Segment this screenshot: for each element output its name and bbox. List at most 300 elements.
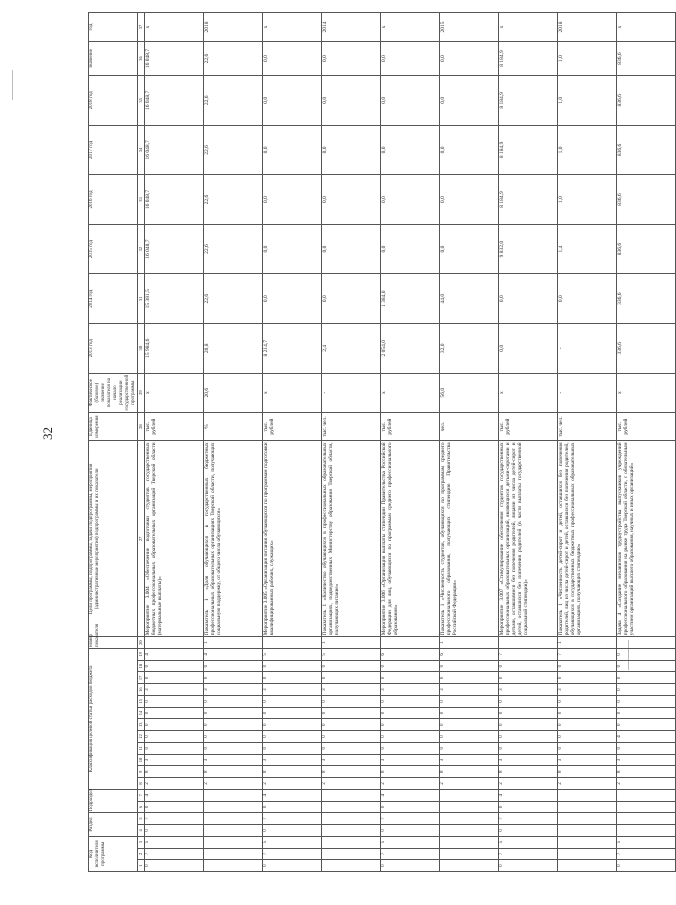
- code-digit: 0: [381, 742, 440, 754]
- row-base-value: х: [617, 373, 676, 412]
- code-digit: 0: [322, 731, 381, 743]
- code-digit: [204, 860, 263, 872]
- row-target-year: х: [617, 13, 676, 42]
- code-digit: 1: [440, 637, 499, 649]
- code-digit: 0: [381, 825, 440, 837]
- column-number: 33: [138, 175, 145, 225]
- row-name: Показатель 1 «Количество обучающихся в профессиональных образовательных организациях, подведомственных Министерству образования Тверской области, получающих питание»: [322, 441, 381, 637]
- row-year-value: 1,4: [558, 224, 617, 274]
- row-year-value: 22,6: [204, 274, 263, 324]
- code-digit: 0: [381, 660, 440, 672]
- code-digit: 5: [499, 836, 558, 848]
- code-digit: 0: [440, 719, 499, 731]
- column-number: 6: [138, 801, 145, 813]
- code-digit: [558, 813, 617, 825]
- row-year-value: 0,0: [440, 224, 499, 274]
- code-digit: 0: [499, 707, 558, 719]
- code-digit: [617, 825, 676, 837]
- row-year-value: 1 384,0: [381, 274, 440, 324]
- code-digit: [322, 848, 381, 860]
- row-target-year: х: [499, 13, 558, 42]
- code-digit: [617, 637, 676, 649]
- code-digit: 1: [204, 637, 263, 649]
- code-digit: 3: [204, 684, 263, 696]
- code-digit: 5: [263, 648, 322, 660]
- code-digit: 0: [558, 742, 617, 754]
- code-digit: 0: [617, 672, 676, 684]
- row-year-value: 8 184,9: [499, 175, 558, 225]
- code-digit: 0: [381, 672, 440, 684]
- code-digit: 0: [617, 719, 676, 731]
- row-target-year: 2018: [204, 13, 263, 42]
- code-digit: 0: [145, 719, 204, 731]
- code-digit: 7: [145, 848, 204, 860]
- header-target-year: год: [89, 13, 138, 42]
- code-digit: 0: [558, 731, 617, 743]
- code-digit: 0: [499, 801, 558, 813]
- code-digit: 4: [145, 789, 204, 801]
- code-digit: 4: [617, 731, 676, 743]
- row-unit: чел.: [440, 412, 499, 441]
- code-digit: [440, 825, 499, 837]
- page-number: 32: [40, 427, 55, 440]
- code-digit: 0: [263, 860, 322, 872]
- row-unit: тыс. рублей: [263, 412, 322, 441]
- code-digit: 0: [263, 801, 322, 813]
- code-digit: 5: [381, 836, 440, 848]
- row-year-value: 16 048,7: [145, 125, 204, 175]
- code-digit: [322, 825, 381, 837]
- code-digit: [617, 789, 676, 801]
- row-unit: тыс. рублей: [145, 412, 204, 441]
- column-number: 5: [138, 813, 145, 825]
- code-digit: 7: [381, 813, 440, 825]
- code-digit: 0: [499, 825, 558, 837]
- row-base-value: х: [263, 373, 322, 412]
- code-digit: 3: [440, 754, 499, 766]
- program-table: [88, 12, 676, 872]
- code-digit: 0: [381, 707, 440, 719]
- code-digit: 7: [499, 848, 558, 860]
- code-digit: 0: [440, 660, 499, 672]
- code-digit: [322, 801, 381, 813]
- code-digit: [381, 637, 440, 649]
- code-digit: [558, 860, 617, 872]
- code-digit: 0: [617, 648, 676, 660]
- code-digit: 0: [617, 684, 676, 696]
- code-digit: 0: [263, 742, 322, 754]
- code-digit: 7: [381, 848, 440, 860]
- code-digit: 2: [558, 778, 617, 790]
- row-name: Задача 4 «Создание механизмов трудоустройства выпускников учреждений профессионального образования на рынке труда Тверской области, с обязательным участием организаций высшего образования, научных и иных организаций»: [617, 441, 676, 637]
- code-digit: 6: [440, 648, 499, 660]
- row-target-value: 22,6: [204, 42, 263, 76]
- row-year-value: 0,0: [499, 323, 558, 373]
- code-digit: 0: [499, 660, 558, 672]
- code-digit: 0: [617, 660, 676, 672]
- code-digit: 3: [263, 684, 322, 696]
- column-number: 28: [138, 412, 145, 441]
- code-digit: 2: [440, 778, 499, 790]
- code-digit: 0: [263, 825, 322, 837]
- code-digit: [558, 848, 617, 860]
- code-digit: 0: [617, 695, 676, 707]
- row-year-value: 0,0: [558, 274, 617, 324]
- code-digit: 8: [381, 766, 440, 778]
- code-digit: 3: [322, 754, 381, 766]
- row-year-value: 22,6: [204, 76, 263, 126]
- table-row: [617, 13, 676, 872]
- code-digit: 7: [145, 813, 204, 825]
- code-digit: 3: [617, 754, 676, 766]
- row-year-value: 44,0: [440, 274, 499, 324]
- row-name: Мероприятие 3.007 «Стимулирование обеспечения студентов государственных профессиональных образовательных организаций, являющихся детьми-сиротами и детьми, оставшимися без попечения родителей, лицами из числа детей-сирот и детей, оставшихся без попечения родителей (в части выплаты государственной социальной стипендии)»: [499, 441, 558, 637]
- row-year-value: 836,6: [617, 224, 676, 274]
- code-digit: 0: [145, 695, 204, 707]
- header-section: Раздел: [89, 813, 138, 836]
- code-digit: 3: [381, 754, 440, 766]
- row-target-value: 0,0: [381, 42, 440, 76]
- code-digit: [440, 860, 499, 872]
- code-digit: [440, 801, 499, 813]
- code-digit: 0: [322, 660, 381, 672]
- row-year-value: -: [558, 323, 617, 373]
- column-number: 16: [138, 684, 145, 696]
- row-year-value: 0,0: [322, 125, 381, 175]
- code-digit: 0: [558, 707, 617, 719]
- row-year-value: 15 381,5: [145, 274, 204, 324]
- code-digit: 0: [499, 731, 558, 743]
- row-base-value: х: [145, 373, 204, 412]
- table-row: [499, 13, 558, 872]
- code-digit: 8: [322, 766, 381, 778]
- row-target-year: 2015: [440, 13, 499, 42]
- row-year-value: 336,6: [617, 323, 676, 373]
- code-digit: [322, 836, 381, 848]
- column-number: 11: [138, 742, 145, 754]
- column-number: 10: [138, 754, 145, 766]
- code-digit: 0: [381, 801, 440, 813]
- code-digit: 0: [263, 672, 322, 684]
- column-number: 9: [138, 766, 145, 778]
- code-digit: 0: [499, 860, 558, 872]
- column-number: 4: [138, 825, 145, 837]
- row-year-value: 0,0: [381, 224, 440, 274]
- header-target-article: Классификация целевой статьи расходов бюджета: [89, 648, 138, 789]
- code-digit: 0: [381, 731, 440, 743]
- code-digit: 0: [499, 719, 558, 731]
- row-year-value: 0,0: [381, 125, 440, 175]
- code-digit: [204, 801, 263, 813]
- row-year-value: 22,6: [204, 175, 263, 225]
- row-base-value: 20,6: [204, 373, 263, 412]
- column-number: 31: [138, 274, 145, 324]
- row-name: Показатель 1 «Численность студентов, обучающихся по программам среднего профессионального образования, получающих стипендию Правительства Российской Федерации»: [440, 441, 499, 637]
- code-digit: 0: [440, 731, 499, 743]
- code-digit: 2: [204, 778, 263, 790]
- code-digit: 0: [263, 719, 322, 731]
- table-row: [145, 13, 204, 872]
- row-unit: тыс. рублей: [381, 412, 440, 441]
- row-target-year: 2018: [558, 13, 617, 42]
- code-digit: 0: [263, 695, 322, 707]
- header-name: Цели программы, подпрограммы, задачи подпрограммы, мероприятия (административные мероприятия) подпрограммы и их показатели: [89, 441, 138, 637]
- row-year-value: 1,0: [558, 175, 617, 225]
- code-digit: 3: [204, 754, 263, 766]
- row-base-value: -: [322, 373, 381, 412]
- row-year-value: 0,0: [381, 76, 440, 126]
- row-target-value: 8 184,9: [499, 42, 558, 76]
- column-number: 13: [138, 719, 145, 731]
- row-base-value: х: [499, 373, 558, 412]
- code-digit: [204, 789, 263, 801]
- code-digit: 0: [499, 742, 558, 754]
- code-digit: [263, 637, 322, 649]
- column-number: 19: [138, 648, 145, 660]
- code-digit: 8: [558, 766, 617, 778]
- column-number: 32: [138, 224, 145, 274]
- column-number: 14: [138, 707, 145, 719]
- column-number: 37: [138, 13, 145, 42]
- row-year-value: 8 184,9: [499, 125, 558, 175]
- code-digit: [558, 801, 617, 813]
- code-digit: 0: [381, 719, 440, 731]
- code-digit: [558, 825, 617, 837]
- code-digit: 0: [617, 860, 676, 872]
- row-year-value: 32,0: [440, 323, 499, 373]
- code-digit: 8: [263, 766, 322, 778]
- code-digit: [440, 789, 499, 801]
- row-year-value: 9 832,0: [499, 224, 558, 274]
- code-digit: 8: [617, 766, 676, 778]
- row-year-value: 0,0: [499, 274, 558, 324]
- code-digit: 2: [381, 778, 440, 790]
- column-number: 17: [138, 672, 145, 684]
- code-digit: [204, 813, 263, 825]
- code-digit: 0: [263, 731, 322, 743]
- row-target-value: 16 048,7: [145, 42, 204, 76]
- code-digit: 0: [145, 707, 204, 719]
- code-digit: [322, 813, 381, 825]
- row-target-value: 836,6: [617, 42, 676, 76]
- row-year-value: 0,0: [440, 76, 499, 126]
- column-number: 12: [138, 731, 145, 743]
- column-number: 27: [138, 441, 145, 637]
- code-digit: 0: [204, 695, 263, 707]
- column-number: 18: [138, 660, 145, 672]
- code-digit: [440, 813, 499, 825]
- code-digit: [145, 637, 204, 649]
- row-target-value: 0,0: [263, 42, 322, 76]
- code-digit: 0: [322, 695, 381, 707]
- table-row: [558, 13, 617, 872]
- row-year-value: 0,0: [440, 125, 499, 175]
- code-digit: 5: [617, 836, 676, 848]
- row-unit: тыс. рублей: [617, 412, 676, 441]
- row-year-value: 8 214,7: [263, 323, 322, 373]
- column-number: 20: [138, 637, 145, 649]
- column-number: 3: [138, 836, 145, 848]
- row-year-value: 0,0: [381, 175, 440, 225]
- code-digit: 0: [440, 695, 499, 707]
- row-target-year: х: [145, 13, 204, 42]
- header-2016: 2016 год: [89, 175, 138, 225]
- code-digit: 0: [322, 672, 381, 684]
- row-year-value: 0,0: [263, 76, 322, 126]
- code-digit: 2: [617, 778, 676, 790]
- row-year-value: 2,4: [322, 323, 381, 373]
- code-digit: [322, 789, 381, 801]
- row-year-value: 836,6: [617, 125, 676, 175]
- code-digit: 0: [558, 695, 617, 707]
- column-number: 7: [138, 789, 145, 801]
- row-year-value: 0,0: [440, 175, 499, 225]
- code-digit: 0: [145, 731, 204, 743]
- row-name: Показатель 1 «Доля обучающихся в государственных бюджетных профессиональных образовательных организациях Тверской области, получающих социальную поддержку, от общего числа обучающихся»: [204, 441, 263, 637]
- code-digit: 0: [558, 660, 617, 672]
- row-name: Мероприятие 3.006 «Организация выплаты стипендии Правительства Российской Федерации для лиц, обучающихся по программам среднего профессионального образования»: [381, 441, 440, 637]
- row-year-value: 336,6: [617, 274, 676, 324]
- header-indicator-num: номер показателя: [89, 637, 138, 649]
- row-year-value: 16 048,7: [145, 224, 204, 274]
- code-digit: 7: [263, 848, 322, 860]
- code-digit: 0: [322, 719, 381, 731]
- code-digit: 2: [145, 778, 204, 790]
- code-digit: 0: [204, 742, 263, 754]
- code-digit: [440, 848, 499, 860]
- code-digit: 3: [322, 684, 381, 696]
- code-digit: 0: [322, 707, 381, 719]
- column-number: 35: [138, 76, 145, 126]
- code-digit: [617, 813, 676, 825]
- code-digit: 3: [499, 754, 558, 766]
- code-digit: 7: [617, 848, 676, 860]
- code-digit: 2: [263, 778, 322, 790]
- row-year-value: 22,6: [204, 224, 263, 274]
- header-2015: 2015 год: [89, 224, 138, 274]
- code-digit: 3: [263, 754, 322, 766]
- code-digit: 0: [145, 860, 204, 872]
- code-digit: 0: [440, 672, 499, 684]
- row-year-value: 22,6: [204, 125, 263, 175]
- row-year-value: 0,0: [263, 274, 322, 324]
- code-digit: 0: [204, 672, 263, 684]
- code-digit: 0: [499, 672, 558, 684]
- row-year-value: 0,0: [263, 125, 322, 175]
- row-target-value: 0,0: [440, 42, 499, 76]
- header-2013: 2013 год: [89, 323, 138, 373]
- code-digit: 4: [381, 789, 440, 801]
- header-2014: 2014 год: [89, 274, 138, 324]
- code-digit: 2: [499, 778, 558, 790]
- code-digit: 0: [440, 707, 499, 719]
- column-number: 15: [138, 695, 145, 707]
- code-digit: 3: [145, 684, 204, 696]
- row-year-value: 20,8: [204, 323, 263, 373]
- code-digit: 0: [263, 660, 322, 672]
- code-digit: 3: [558, 754, 617, 766]
- row-unit: тыс. чел.: [558, 412, 617, 441]
- row-year-value: 2 054,0: [381, 323, 440, 373]
- column-number: 8: [138, 778, 145, 790]
- code-digit: 3: [558, 684, 617, 696]
- code-digit: 7: [499, 813, 558, 825]
- table-row: [440, 13, 499, 872]
- row-unit: тыс. рублей: [499, 412, 558, 441]
- column-number: 29: [138, 373, 145, 412]
- row-year-value: 0,0: [322, 224, 381, 274]
- code-digit: [204, 825, 263, 837]
- code-digit: 7: [263, 813, 322, 825]
- column-number: 1: [138, 860, 145, 872]
- row-base-value: х: [381, 373, 440, 412]
- code-digit: 4: [263, 789, 322, 801]
- table-row: [322, 13, 381, 872]
- code-digit: [617, 801, 676, 813]
- code-digit: 3: [381, 684, 440, 696]
- row-year-value: 16 048,7: [145, 175, 204, 225]
- row-target-year: х: [263, 13, 322, 42]
- row-unit: тыс. чел.: [322, 412, 381, 441]
- code-digit: 8: [204, 766, 263, 778]
- row-target-year: х: [381, 13, 440, 42]
- column-number: 2: [138, 848, 145, 860]
- code-digit: 0: [558, 719, 617, 731]
- code-digit: 0: [263, 707, 322, 719]
- code-digit: 0: [145, 801, 204, 813]
- row-year-value: 1,0: [558, 76, 617, 126]
- code-digit: 0: [204, 719, 263, 731]
- row-name: Мероприятие 3.004 «Обеспечение подготовки студентов государственных бюджетных профессиональных образовательных организаций Тверской области (материальные выплаты)»: [145, 441, 204, 637]
- header-admin-code: Код исполнителя программы: [89, 836, 138, 871]
- header-target-value: значение: [89, 42, 138, 76]
- code-digit: [440, 836, 499, 848]
- code-digit: 5: [322, 648, 381, 660]
- code-digit: [499, 637, 558, 649]
- table-body: [145, 13, 676, 872]
- code-digit: 4: [145, 648, 204, 660]
- code-digit: 0: [499, 695, 558, 707]
- code-digit: 8: [145, 766, 204, 778]
- row-year-value: 0,0: [263, 175, 322, 225]
- column-number: 34: [138, 125, 145, 175]
- code-digit: 4: [204, 648, 263, 660]
- row-year-value: 0,0: [322, 175, 381, 225]
- code-digit: 0: [381, 860, 440, 872]
- header-base: Фактическое (базовое) значение показателя на начало реализации государственной программы: [89, 374, 136, 411]
- code-digit: 3: [440, 684, 499, 696]
- rotated-budget-table: [88, 12, 636, 872]
- header-2017: 2017 год: [89, 125, 138, 175]
- code-digit: 0: [145, 672, 204, 684]
- code-digit: [558, 836, 617, 848]
- row-year-value: 16 048,7: [145, 76, 204, 126]
- code-digit: [204, 836, 263, 848]
- code-digit: 7: [558, 648, 617, 660]
- column-number: 36: [138, 42, 145, 76]
- table-row: [263, 13, 322, 872]
- row-target-value: 0,0: [322, 42, 381, 76]
- table-row: [204, 13, 263, 872]
- code-digit: 3: [499, 684, 558, 696]
- code-digit: 8: [499, 766, 558, 778]
- row-year-value: 15 984,6: [145, 323, 204, 373]
- header-2018: 2018 год: [89, 76, 138, 126]
- code-digit: 0: [204, 731, 263, 743]
- header-row: [89, 13, 138, 872]
- row-year-value: 0,0: [263, 224, 322, 274]
- row-name: Показатель 1 «Численность детей-сирот и детей, оставшихся без попечения родителей, лиц из числа детей-сирот и детей, оставшихся без попечения родителей, обучающихся в государственных бюджетных профессиональных образовательных организациях, получающих стипендию»: [558, 441, 617, 637]
